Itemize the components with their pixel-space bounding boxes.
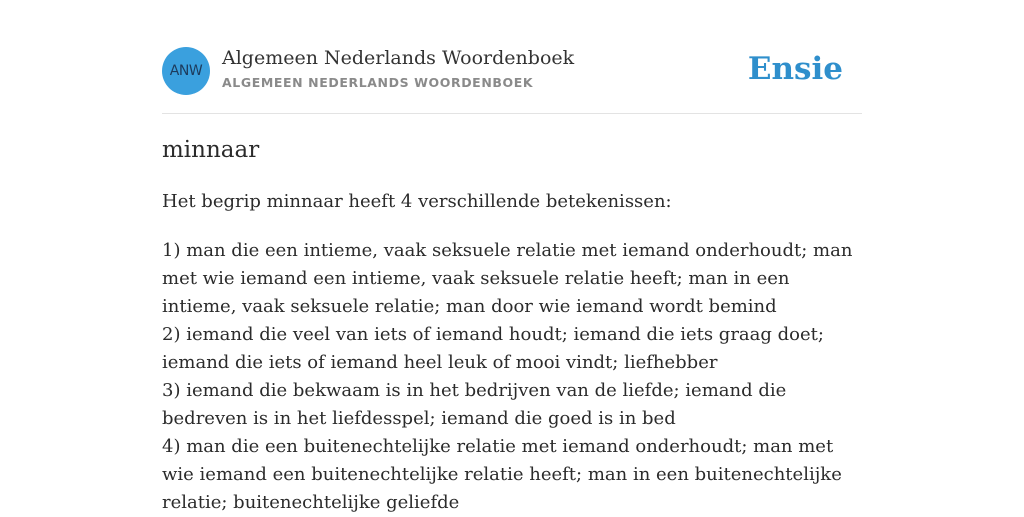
source-header	[162, 46, 862, 96]
source-subtitle: ALGEMEEN NEDERLANDS WOORDENBOEK	[222, 75, 534, 90]
header-divider	[162, 113, 862, 114]
definition-list	[162, 237, 862, 517]
ensie-logo[interactable]: Ensie	[747, 51, 843, 87]
source-title[interactable]: Algemeen Nederlands Woordenboek	[222, 47, 575, 69]
headword: minnaar	[162, 137, 260, 163]
intro-text: Het begrip minnaar heeft 4 verschillende betekenissen:	[162, 191, 672, 212]
definition-item: 4) man die een buitenechtelijke relatie met iemand onderhoudt; man met wie iemand een buitenechtelijke relatie heeft; man in een buitenechtelijke relatie; buitenechtelijke geliefde	[162, 436, 842, 513]
definition-item: 1) man die een intieme, vaak seksuele relatie met iemand onderhoudt; man met wie iemand een intieme, vaak seksuele relatie heeft; man in een intieme, vaak seksuele relatie; man door wie iemand wordt bemind	[162, 240, 853, 317]
source-logo-text: ANW	[169, 63, 203, 79]
definition-item: 2) iemand die veel van iets of iemand houdt; iemand die iets graag doet; iemand die iets of iemand heel leuk of mooi vindt; liefhebber	[162, 324, 824, 373]
definition-item: 3) iemand die bekwaam is in het bedrijven van de liefde; iemand die bedreven is in het liefdesspel; iemand die goed is in bed	[162, 380, 787, 429]
source-logo[interactable]	[162, 47, 210, 95]
